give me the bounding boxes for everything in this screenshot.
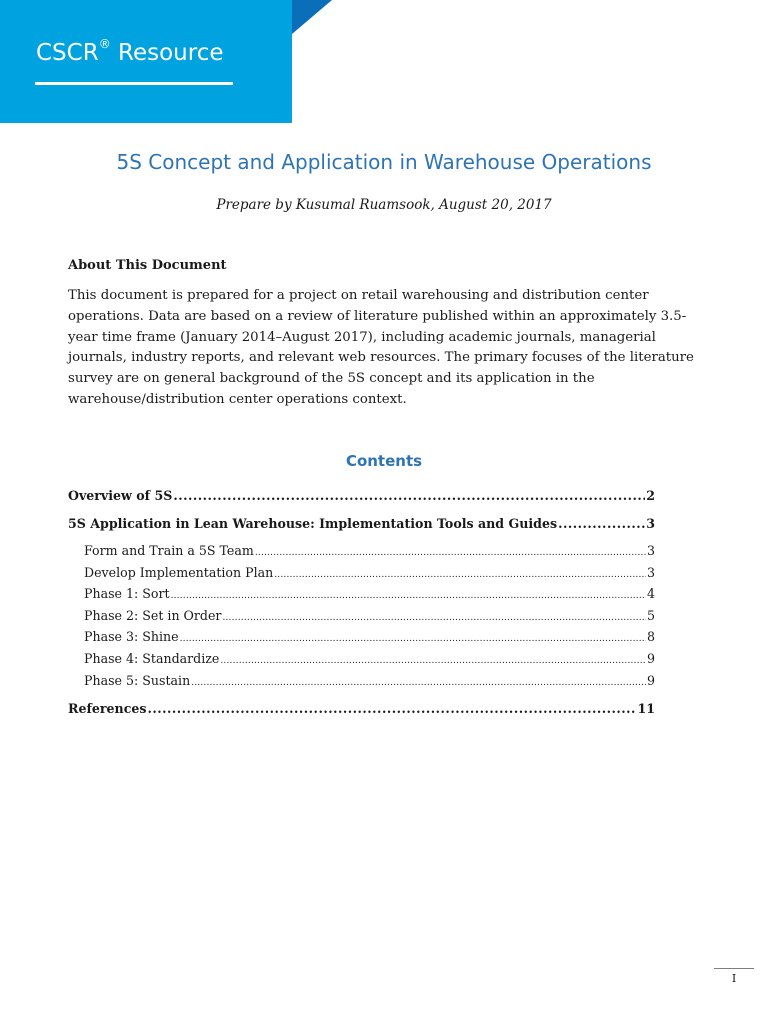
toc-entry-form-team[interactable] bbox=[84, 543, 655, 558]
toc-dot-leader bbox=[173, 488, 645, 503]
toc-dot-leader bbox=[220, 656, 646, 666]
paragraph-line: This document is prepared for a project on retail warehousing and distribution center bbox=[68, 288, 649, 303]
paragraph-line: journals, industry reports, and relevant web resources. The primary focuses of the literature bbox=[68, 350, 694, 366]
banner-subtitle: Resource bbox=[118, 40, 224, 66]
about-heading: About This Document bbox=[68, 258, 227, 273]
paragraph-line: survey are on general background of the 5S concept and its application in the bbox=[68, 371, 595, 387]
toc-entry-phase-2[interactable] bbox=[84, 608, 655, 623]
toc-dot-leader bbox=[222, 613, 646, 623]
toc-entry-phase-1[interactable] bbox=[84, 586, 655, 601]
toc-dot-leader bbox=[180, 634, 646, 644]
toc-entry-phase-5[interactable] bbox=[84, 673, 655, 688]
toc-dot-leader bbox=[255, 548, 646, 558]
toc-page-number: 4 bbox=[646, 586, 655, 601]
toc-dot-leader bbox=[147, 701, 636, 716]
toc-page-number: 8 bbox=[646, 629, 655, 644]
toc-entry-overview[interactable] bbox=[68, 488, 655, 503]
contents-heading: Contents bbox=[345, 452, 423, 470]
toc-entry-label: Form and Train a 5S Team bbox=[84, 543, 254, 558]
toc-dot-leader bbox=[558, 516, 645, 531]
toc-entry-references[interactable] bbox=[68, 701, 655, 716]
toc-page-number: 9 bbox=[646, 673, 655, 688]
document-byline: Prepare by Kusumal Ruamsook, August 20, 2017 bbox=[216, 197, 552, 213]
toc-entry-application[interactable] bbox=[68, 516, 655, 531]
toc-page-number: 3 bbox=[646, 565, 655, 580]
toc-entry-label: Develop Implementation Plan bbox=[84, 565, 274, 580]
toc-dot-leader bbox=[191, 678, 646, 688]
toc-entry-label: Overview of 5S bbox=[68, 488, 173, 503]
toc-entry-phase-3[interactable] bbox=[84, 629, 655, 644]
toc-entry-label: Phase 5: Sustain bbox=[84, 673, 191, 688]
toc-entry-label: Phase 1: Sort bbox=[84, 586, 170, 601]
paragraph-line: year time frame (January 2014–August 2017), including academic journals, managerial bbox=[68, 329, 656, 345]
toc-entry-label: Phase 4: Standardize bbox=[84, 651, 220, 666]
toc-page-number: 3 bbox=[646, 543, 655, 558]
toc-page-number: 3 bbox=[646, 516, 655, 531]
toc-entry-label: Phase 3: Shine bbox=[84, 629, 179, 644]
toc-page-number: 2 bbox=[646, 488, 655, 503]
toc-dot-leader bbox=[171, 591, 646, 601]
registered-mark: ® bbox=[98, 37, 111, 52]
toc-entry-label: References bbox=[68, 701, 147, 716]
toc-page-number: 11 bbox=[637, 701, 655, 716]
toc-entry-label: Phase 2: Set in Order bbox=[84, 608, 222, 623]
toc-page-number: 9 bbox=[646, 651, 655, 666]
toc-page-number: 5 bbox=[646, 608, 655, 623]
document-title: 5S Concept and Application in Warehouse Operations bbox=[116, 150, 652, 174]
banner-brand: CSCR bbox=[36, 40, 99, 66]
paragraph-line: operations. Data are based on a review of literature published within an approximately 3.5- bbox=[68, 308, 687, 324]
toc-entry-implementation-plan[interactable] bbox=[84, 565, 655, 580]
footer-rule bbox=[714, 968, 754, 969]
toc-entry-phase-4[interactable] bbox=[84, 651, 655, 666]
page-number: I bbox=[731, 972, 737, 985]
toc-entry-label: 5S Application in Lean Warehouse: Implementation Tools and Guides bbox=[68, 516, 558, 531]
paragraph-line: warehouse/distribution center operations context. bbox=[68, 391, 407, 407]
toc-dot-leader bbox=[274, 570, 646, 580]
